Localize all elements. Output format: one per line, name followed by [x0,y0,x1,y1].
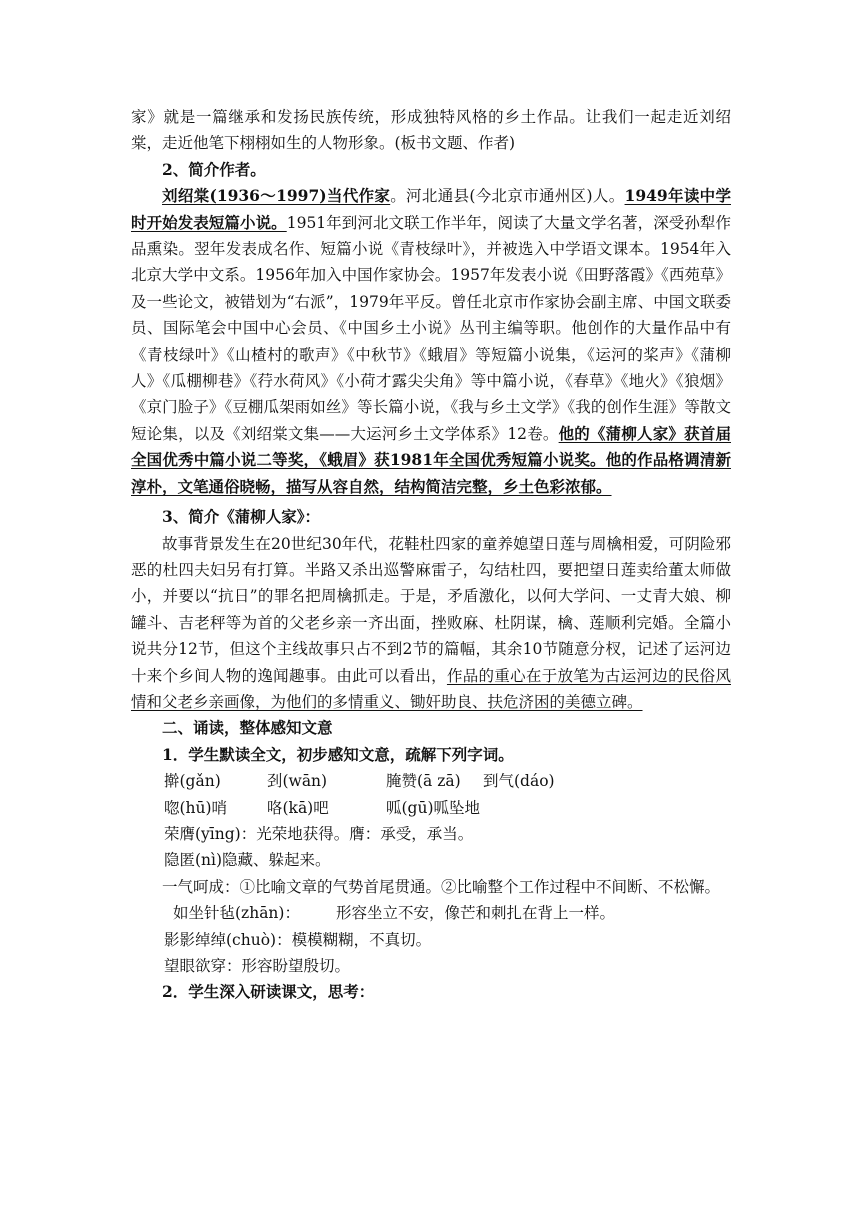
author-bio: 1951年到河北文联工作半年，阅读了大量文学名著，深受孙犁作品熏染。翌年发表成名作、短篇小说《青枝绿叶》，并被选入中学语文课本。1954年入北京大学中文系。1956年加入中国作家协会。1957年发表小说《田野落霞》《西苑草》及一些论文，被错划为“右派”，1979年平反。曾任北京市作家协会副主席、中国文联委员、国际笔会中国中心会员、《中国乡土小说》丛刊主编等职。他创作的大量作品中有《青枝绿叶》《山楂村的歌声》《中秋节》《蛾眉》等短篇小说集，《运河的桨声》《蒲柳人》《瓜棚柳巷》《荇水荷风》《小荷才露尖尖角》等中篇小说，《春草》《地火》《狼烟》《京门脸子》《豆棚瓜架雨如丝》等长篇小说，《我与乡土文学》《我的创作生涯》等散文短论集，以及《刘绍棠文集——大运河乡土文学体系》12卷。 [131,213,731,443]
section-2-heading: 2、简介作者。 [162,159,266,179]
task-1: 1．学生默读全文，初步感知文意，疏解下列字词。 [162,744,514,764]
word-guguzhuidi: 呱(gū)呱坠地 [386,798,480,817]
intro-paragraph [131,104,731,157]
vocab-yingyingchuochuo: 影影绰绰(chuò)：模模糊糊，不真切。 [164,930,432,949]
story-text: 故事背景发生在20世纪30年代，花鞋杜四家的童养媳望日莲与周檎相爱，可阴险邪恶的杜四夫妇另有打算。半路又杀出巡警麻雷子，勾结杜四，要把望日莲卖给董太师做小，并要以“抗日”的罪名把周檎抓走。于是，矛盾激化，以何大学问、一丈青大娘、柳罐斗、吉老秤等为首的父老乡亲一齐出面，挫败麻、杜阴谋，檎、莲顺利完婚。全篇小说共分12节，但这个主线故事只占不到2节的篇幅，其余10节随意分杈，记述了运河边十来个乡间人物的逸闻趣事。由此可以看出， [131,534,731,685]
word-dao: 到气(dáo) [483,772,555,791]
word-wan: 刭(wān) [267,772,328,791]
word-row-2 [131,795,731,821]
ruzuo-definition: 形容坐立不安，像芒和刺扎在背上一样。 [335,904,615,923]
word-aza: 腌赞(ā zā) [386,772,461,791]
word-kaba: 咯(kā)吧 [267,798,329,817]
author-origin: 。河北通县(今北京市通州区)人。 [390,187,625,206]
intro-line-1: 家》就是一篇继承和发扬民族传统，形成独特风格的乡土作品。让我们一起走近 [131,108,700,126]
word-row-1 [131,768,731,794]
vocab-yinni: 隐匿(nì)隐藏、躲起来。 [164,851,331,870]
word-gan: 擀(gǎn) [164,772,221,791]
document-page [131,104,731,1006]
word-hushao: 唿(hū)哨 [164,798,228,817]
part-2-heading: 二、诵读，整体感知文意 [162,718,333,738]
vocab-wangyanyuchuan: 望眼欲穿：形容盼望殷切。 [164,957,351,975]
author-name: 刘绍棠(1936～1997)当代作家 [162,186,391,206]
vocab-ruzuozhenzhan [131,900,731,926]
author-paragraph [131,183,731,500]
vocab-rongying: 荣膺(yīng)：光荣地获得。膺：承受，承当。 [164,824,474,843]
intro-line-2: 刘绍棠，走近他笔下栩栩如生的人物形象。(板书文题、作者) [131,108,731,153]
author-highlight-2: 他的《蒲柳人家》获首届全国优秀中篇小说二等奖，《蛾眉》获1981年全国优秀短篇小说奖。他的作品格调清新淳朴，文笔通俗晓畅，描写从容自然，结构简洁完整，乡土色彩浓郁。 [131,423,731,496]
ruzuo-term: 如坐针毡(zhān)： [173,904,300,923]
vocab-yiqihecheng: 一气呵成：①比喻文章的气势首尾贯通。②比喻整个工作过程中不间断、不松懈。 [162,877,721,896]
task-2: 2．学生深入研读课文，思考： [162,982,375,1002]
story-emphasis: 作品的重心在于放笔为古运河边的民俗风情和父老乡亲画像，为他们的多情重义、锄奸助良、扶危济困的美德立碑。 [131,666,731,711]
story-paragraph [131,531,731,716]
section-3-heading: 3、简介《蒲柳人家》： [162,507,321,527]
author-highlight-1: 1949年读中学时开始发表短篇小说。 [131,186,731,232]
